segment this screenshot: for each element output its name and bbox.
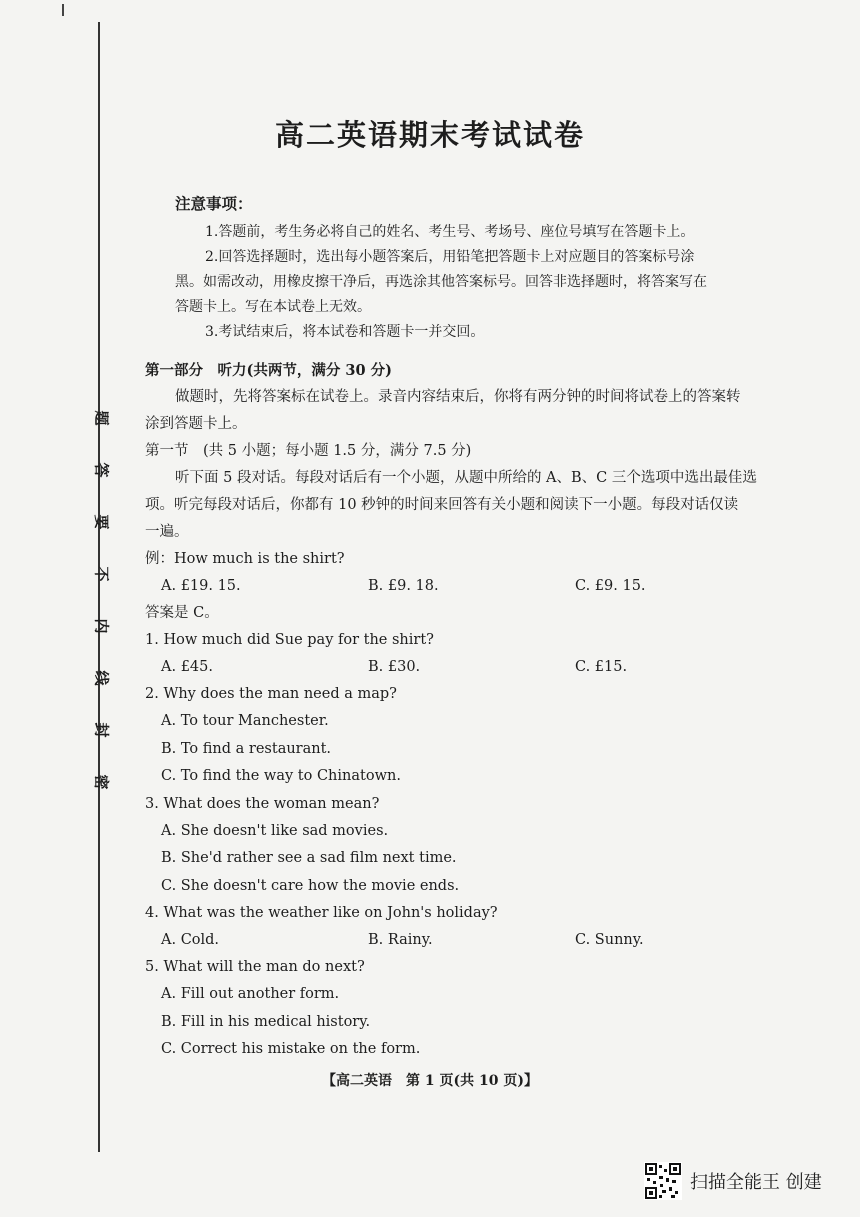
example-options	[145, 573, 770, 600]
page-title: 高二英语期末考试试卷	[274, 118, 585, 152]
section-heading: 第一节 (共 5 小题；每小题 1.5 分，满分 7.5 分)	[145, 443, 472, 459]
note-item-cont: 答题卡上。写在本试卷上无效。	[175, 299, 371, 315]
seal-char: 密	[92, 774, 111, 790]
question-stem: 2. Why does the man need a map?	[145, 686, 397, 702]
binding-tick	[62, 4, 64, 16]
option-b: B. Fill in his medical history.	[161, 1013, 371, 1030]
question-stem: 3. What does the woman mean?	[145, 795, 380, 812]
option-a: A. £45.	[161, 659, 213, 675]
instruction-text: 听下面 5 段对话。每段对话后有一个小题，从题中所给的 A、B、C 三个选项中选出最佳选	[175, 470, 757, 486]
option-a: A. Fill out another form.	[161, 986, 340, 1002]
notes-heading: 注意事项：	[175, 195, 253, 213]
qr-code-icon	[644, 1162, 682, 1200]
option-c: C. £15.	[575, 659, 628, 675]
seal-line-text	[72, 392, 111, 808]
option-c: C. She doesn't care how the movie ends.	[161, 877, 460, 894]
instruction-text: 做题时，先将答案标在试卷上。录音内容结束后，你将有两分钟的时间将试卷上的答案转	[175, 389, 741, 405]
instruction-text: 项。听完每段对话后，你都有 10 秒钟的时间来回答有关小题和阅读下一小题。每段对话仅读	[145, 497, 739, 513]
option-b: B. Rainy.	[368, 932, 433, 948]
part-heading: 第一部分 听力(共两节，满分 30 分)	[145, 362, 392, 379]
option-b: B. £30.	[368, 659, 421, 675]
option-c: C. To find the way to Chinatown.	[161, 768, 401, 784]
seal-char: 答	[92, 462, 111, 478]
page-footer: 【高二英语 第 1 页(共 10 页)】	[322, 1073, 538, 1089]
example-question: 例：How much is the shirt?	[145, 551, 345, 567]
option-b: B. £9. 18.	[368, 578, 439, 594]
listening-section	[145, 357, 770, 1064]
example-answer: 答案是 C。	[145, 605, 219, 621]
seal-char: 线	[92, 670, 111, 686]
note-item: 3.考试结束后，将本试卷和答题卡一并交回。	[205, 324, 485, 340]
option-a: A. She doesn't like sad movies.	[161, 822, 389, 839]
option-a: A. £19. 15.	[161, 578, 241, 594]
seal-char: 不	[92, 566, 111, 582]
watermark-text: 扫描全能王 创建	[690, 1172, 822, 1193]
option-c: C. Correct his mistake on the form.	[161, 1041, 421, 1057]
seal-char: 内	[92, 618, 111, 634]
seal-char: 题	[92, 410, 111, 426]
option-c: C. £9. 15.	[575, 578, 646, 594]
scanner-watermark	[644, 1162, 822, 1200]
question-options	[145, 654, 770, 681]
question-stem: 1. How much did Sue pay for the shirt?	[145, 632, 434, 648]
seal-char: 封	[92, 722, 111, 738]
question-stem: 4. What was the weather like on John's holiday?	[145, 905, 498, 921]
instruction-text: 涂到答题卡上。	[145, 416, 247, 432]
option-c: C. Sunny.	[575, 932, 644, 948]
seal-char: 要	[92, 514, 111, 530]
note-item: 1.答题前，考生务必将自己的姓名、考生号、考场号、座位号填写在答题卡上。	[205, 224, 695, 240]
option-a: A. To tour Manchester.	[161, 713, 329, 729]
note-item: 2.回答选择题时，选出每小题答案后，用铅笔把答题卡上对应题目的答案标号涂	[205, 249, 695, 265]
option-b: B. She'd rather see a sad film next time.	[161, 850, 457, 866]
instruction-text: 一遍。	[145, 524, 189, 540]
note-item-cont: 黑。如需改动，用橡皮擦干净后，再选涂其他答案标号。回答非选择题时，将答案写在	[175, 274, 707, 290]
question-options	[145, 927, 770, 954]
notes-block	[175, 192, 755, 345]
option-a: A. Cold.	[161, 932, 220, 948]
option-b: B. To find a restaurant.	[161, 740, 332, 757]
question-stem: 5. What will the man do next?	[145, 959, 365, 975]
